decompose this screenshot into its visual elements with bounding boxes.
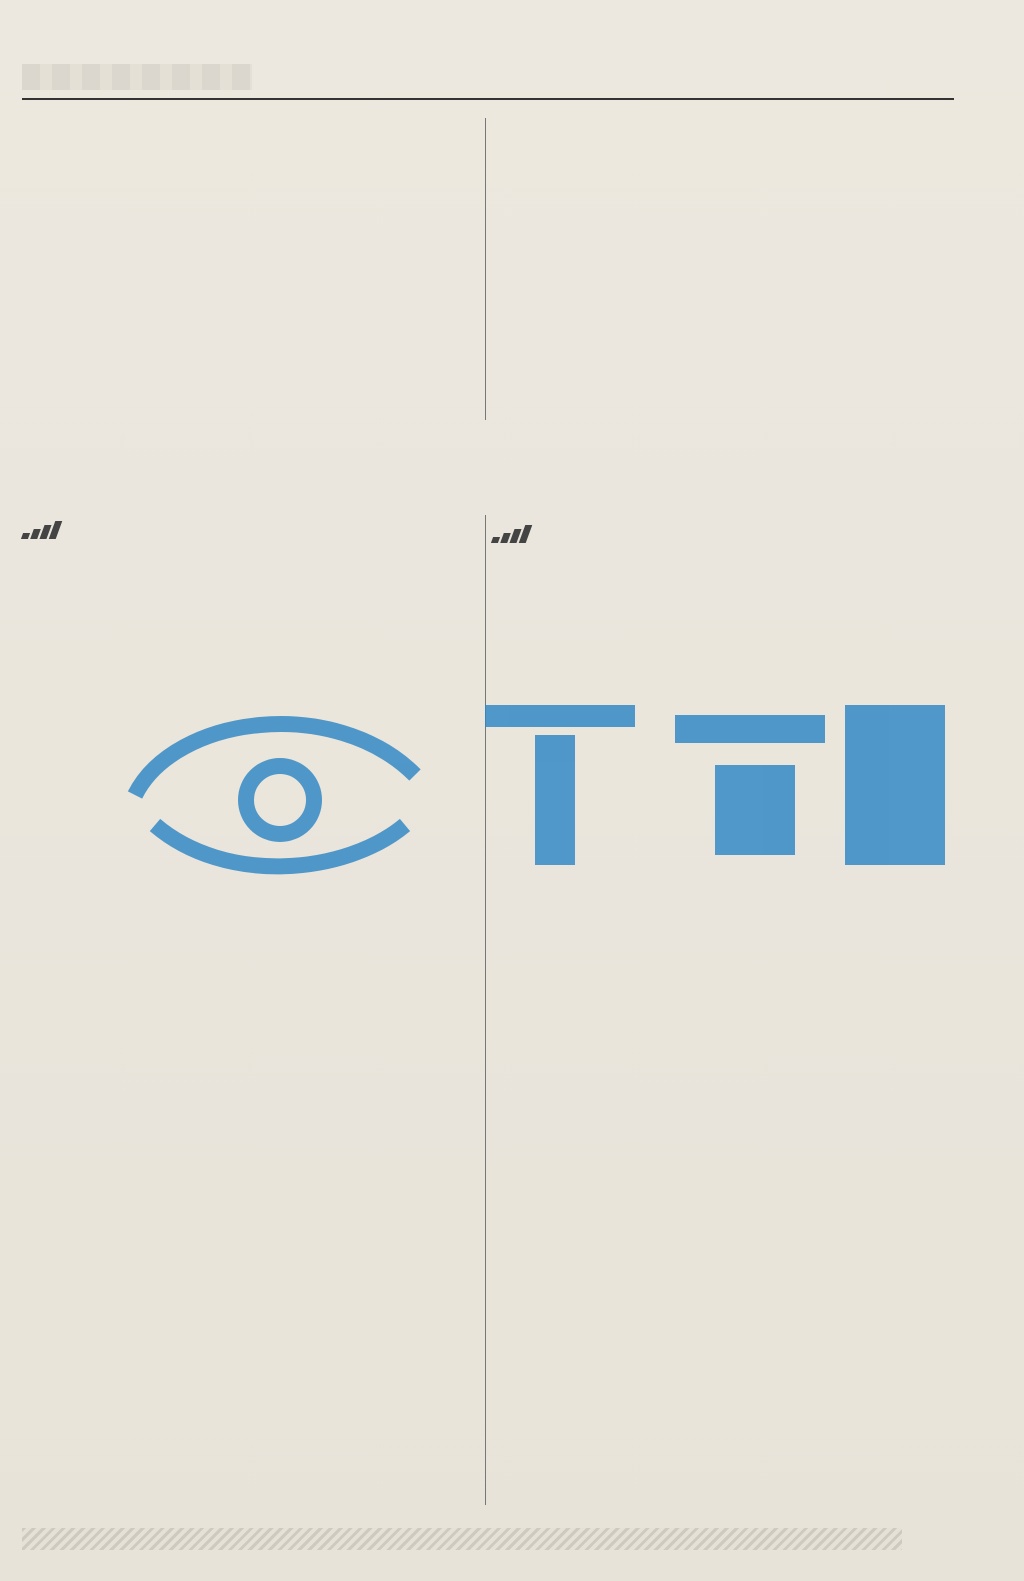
top-column-divider (485, 118, 486, 420)
bottom-right-column (492, 512, 952, 556)
section-basic-header (22, 512, 474, 548)
header-rule (22, 98, 954, 100)
bottom-column-divider (485, 515, 486, 1505)
watermark-logo (115, 675, 965, 915)
header-ghost-text (22, 64, 252, 90)
section-marker-icon (22, 521, 62, 539)
section-ability-header (492, 516, 952, 552)
footer-band (22, 1528, 902, 1550)
section-marker-icon (492, 525, 532, 543)
bottom-left-column (22, 512, 474, 552)
